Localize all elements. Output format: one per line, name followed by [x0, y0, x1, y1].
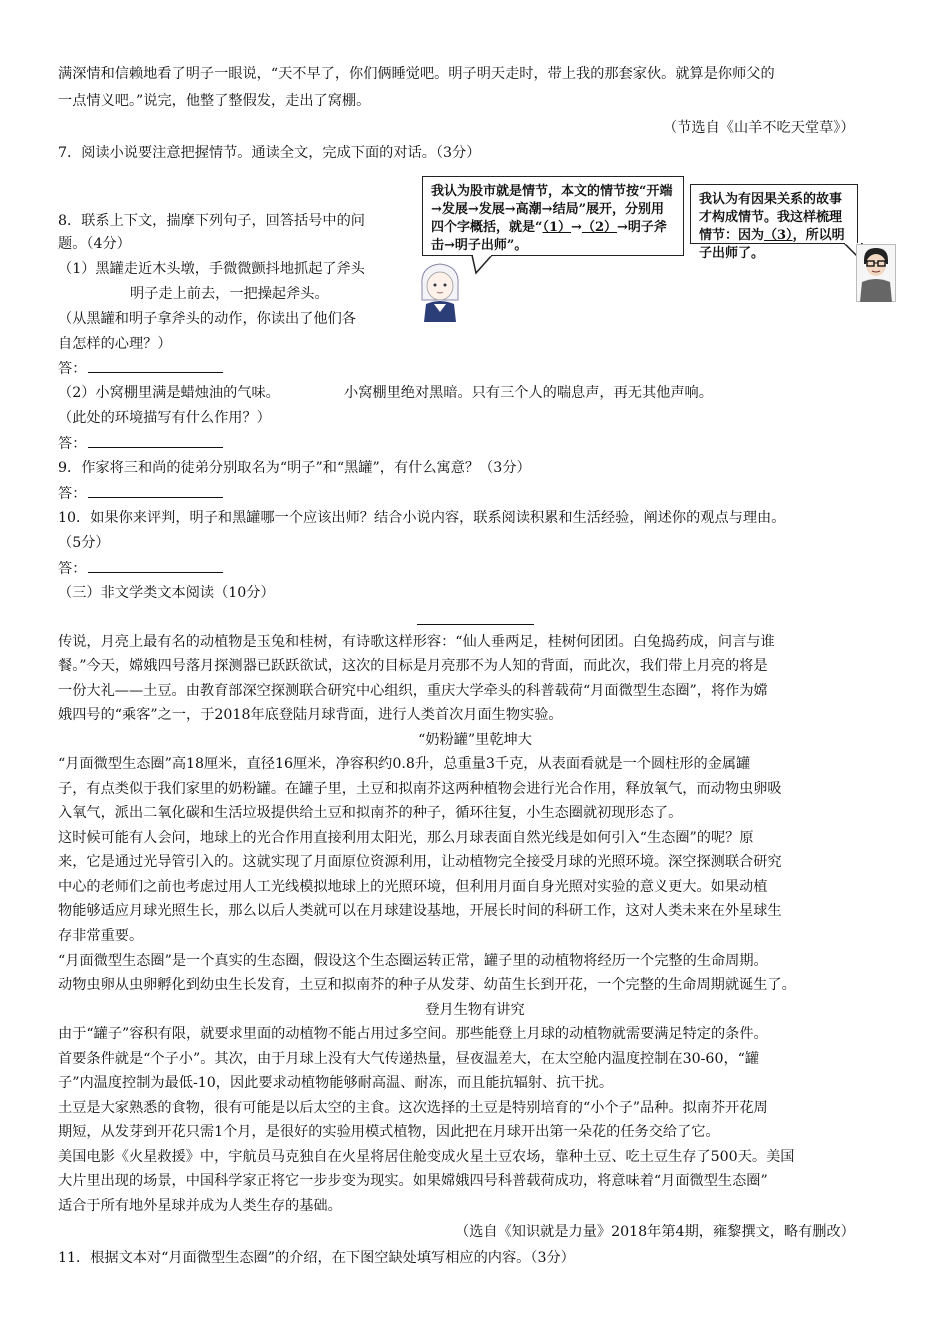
- text-line: 满深情和信赖地看了明子一眼说，“天不早了，你们俩睡觉吧。明子明天走时，带上我的那套家伙。就算是你师父的: [58, 66, 775, 82]
- text-line: 一点情义吧。”说完，他整了整假发，走出了窝棚。: [58, 93, 371, 109]
- passage-line: 大片里出现的场景，中国科学家正将它一步步变为现实。如果嫦娥四号科普载荷成功，将意味着“月面微型生态圈”: [58, 1173, 768, 1189]
- passage-line: 一份大礼——土豆。由教育部深空探测联合研究中心组织，重庆大学牵头的科普载荷“月面微型生态圈”，将作为嫦: [58, 683, 768, 699]
- passage-line: 首要条件就是“个子小”。其次，由于月球上没有大气传递热量，昼夜温差大，在太空舱内温度控制在30-60，“罐: [58, 1051, 760, 1067]
- passage-line: 中心的老师们之前也考虑过用人工光线模拟地球上的光照环境，但利用月面自身光照对实验的意义更大。如果动植: [58, 879, 768, 895]
- speech-bubble-right: [690, 184, 858, 261]
- passage-line: 美国电影《火星救援》中，宇航员马克独自在火星将居住舱变成火星土豆农场，靠种土豆、吃土豆生存了500天。美国: [58, 1149, 795, 1165]
- passage-line: 动物虫卵从虫卵孵化到幼虫生长发育，土豆和拟南芥的种子从发芽、幼苗生长到开花，一个完整的生命周期就诞生了。: [58, 977, 796, 993]
- bubble-tail: [470, 255, 500, 275]
- subheading: 登月生物有讲究: [425, 1002, 525, 1018]
- bubble-text: ，所以明子出师了。: [699, 228, 845, 261]
- question-8-1: （1）黑罐走近木头墩，手微微颤抖地抓起了斧头: [58, 261, 365, 277]
- question-11: 11．根据文本对“月面微型生态圈”的介绍，在下图空缺处填写相应的内容。（3分）: [58, 1250, 575, 1266]
- speech-bubble-left: [422, 176, 684, 256]
- bubble-text: 我认为股市就是情节，本文的情节按“开端→发展→发展→高潮→结局”展开，分别用四个字概括，就是“: [431, 184, 673, 235]
- question-10: 10．如果你来评判，明子和黑罐哪一个应该出师？结合小说内容，联系阅读积累和生活经验，阐述你的观点与理由。: [58, 510, 786, 526]
- question-10: （5分）: [58, 535, 110, 551]
- question-8-1-prompt: （从黑罐和明子拿斧头的动作，你读出了他们各: [58, 311, 356, 327]
- answer-label: 答：: [58, 436, 87, 452]
- source-citation: （节选自《山羊不吃天堂草》）: [663, 120, 855, 136]
- bubble-text: →明子斧击→明子出师”。: [431, 220, 667, 253]
- answer-line[interactable]: [58, 483, 223, 504]
- source-citation: （选自《知识就是力量》2018年第4期，雍黎撰文，略有删改）: [455, 1224, 855, 1240]
- question-8: 8．联系上下文，揣摩下列句子，回答括号中的问: [58, 213, 365, 229]
- passage-line: 土豆是大家熟悉的食物，很有可能是以后太空的主食。这次选择的土豆是特别培育的“小个子”品种。拟南芥开花周: [58, 1100, 768, 1116]
- question-8-2-sentence: 小窝棚里绝对黑暗。只有三个人的喘息声，再无其他声响。: [344, 385, 713, 401]
- passage-line: 娥四号的“乘客”之一，于2018年底登陆月球背面，进行人类首次月面生物实验。: [58, 707, 563, 723]
- bubble-text: →: [571, 220, 582, 235]
- passage-line: 适合于所有地外星球并成为人类生存的基础。: [58, 1198, 342, 1214]
- question-8: 题。（4分）: [58, 236, 131, 252]
- answer-line[interactable]: [58, 433, 223, 454]
- passage-line: 物能够适应月球光照生长，那么以后人类就可以在月球建设基地，开展长时间的科研工作，这对人类未来在外星球生: [58, 903, 782, 919]
- answer-blank[interactable]: [88, 483, 223, 498]
- question-8-2: （2）小窝棚里满是蜡烛油的气味。: [58, 385, 280, 401]
- blank-2: （2）: [581, 220, 617, 235]
- answer-label: 答：: [58, 361, 87, 377]
- question-9: 9．作家将三和尚的徒弟分别取名为“明子”和“黑罐”，有什么寓意？（3分）: [58, 460, 531, 476]
- question-8-1-sentence: 明子走上前去，一把操起斧头。: [130, 286, 329, 302]
- subheading: “奶粉罐”里乾坤大: [418, 732, 532, 748]
- passage-line: 期短，从发芽到开花只需1个月，是很好的实验用模式植物，因此把在月球开出第一朵花的任务交给了它。: [58, 1124, 720, 1140]
- passage-line: “月面微型生态圈”是一个真实的生态圈，假设这个生态圈运转正常，罐子里的动植物将经历一个完整的生命周期。: [58, 953, 768, 969]
- passage-line: 入氧气，派出二氧化碳和生活垃圾提供给土豆和拟南芥的种子，循环往复，小生态圈就初现形态了。: [58, 805, 683, 821]
- passage-line: 子”内温度控制为最低-10，因此要求动植物能够耐高温、耐冻，而且能抗辐射、抗干扰。: [58, 1075, 614, 1091]
- question-8-2-prompt: （此处的环境描写有什么作用？）: [58, 410, 271, 426]
- passage-line: 餐。”今天，嫦娥四号落月探测器已跃跃欲试，这次的目标是月亮那不为人知的背面，而此次，我们带上月亮的将是: [58, 658, 768, 674]
- blank-3: （3）: [764, 228, 793, 243]
- passage-line: 传说，月亮上最有名的动植物是玉兔和桂树，有诗歌这样形容：“仙人垂两足，桂树何团团。白兔捣药成，问言与谁: [58, 634, 775, 650]
- answer-blank[interactable]: [88, 433, 223, 448]
- bubble-text: 我认为有因果关系的故事才构成情节。我这样梳理情节：因为: [699, 192, 843, 243]
- passage-line: 这时候可能有人会问，地球上的光合作用直接利用太阳光，那么月球表面自然光线是如何引入“生态圈”的呢？原: [58, 830, 754, 846]
- section-heading: （三）非文学类文本阅读（10分）: [58, 585, 275, 601]
- passage-line: 来，它是通过光导管引入的。这就实现了月面原位资源利用，让动植物完全接受月球的光照环境。深空探测联合研究: [58, 854, 782, 870]
- question-8-1-prompt: 自怎样的心理？）: [58, 336, 172, 352]
- answer-label: 答：: [58, 561, 87, 577]
- passage-line: 存非常重要。: [58, 928, 144, 944]
- title-blank-line: [417, 624, 534, 625]
- question-7: 7．阅读小说要注意把握情节。通读全文，完成下面的对话。（3分）: [58, 145, 481, 161]
- student-girl-illustration: [414, 260, 466, 322]
- answer-blank[interactable]: [88, 558, 223, 573]
- passage-line: 子，有点类似于我们家里的奶粉罐。在罐子里，土豆和拟南芥这两种植物会进行光合作用，释放氧气，而动物虫卵吸: [58, 781, 782, 797]
- blank-1: （1）: [542, 220, 572, 235]
- answer-line[interactable]: [58, 358, 223, 379]
- answer-line[interactable]: [58, 558, 223, 579]
- answer-blank[interactable]: [88, 358, 223, 373]
- passage-line: 由于“罐子”容积有限，就要求里面的动植物不能占用过多空间。那些能登上月球的动植物就需要满足特定的条件。: [58, 1026, 768, 1042]
- passage-line: “月面微型生态圈”高18厘米，直径16厘米，净容积约0.8升，总重量3千克，从表面看就是一个圆柱形的金属罐: [58, 756, 751, 772]
- answer-label: 答：: [58, 486, 87, 502]
- student-boy-illustration: [856, 244, 896, 302]
